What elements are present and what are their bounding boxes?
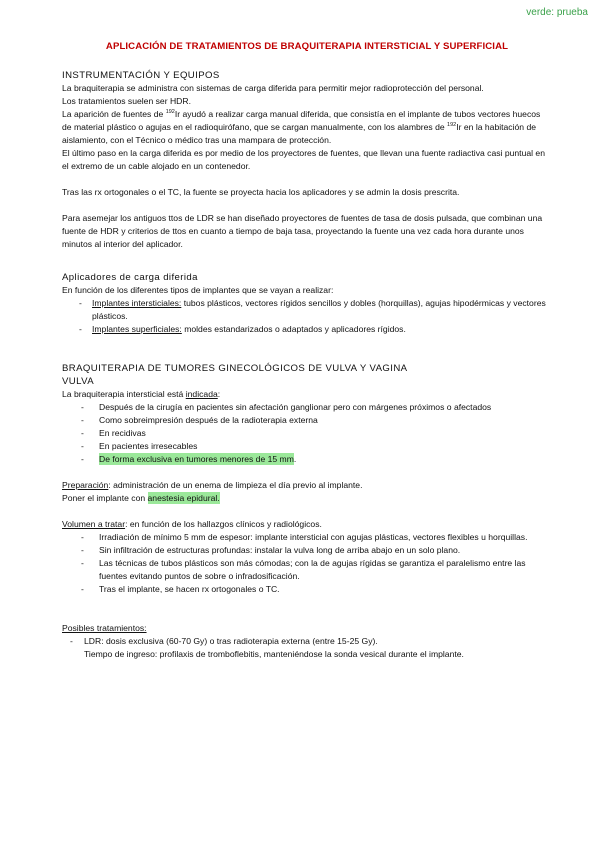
paragraph: Para asemejar los antiguos ttos de LDR se han diseñado proyectores de fuentes de tasa de dosis pulsada, que combinan una fuente de HDR y criterios de ttos en cuanto a tiempo de baja tasa, proyectando la fuente una vez cada hora durante unos minutos al interior del aplicador. <box>62 213 543 249</box>
section-heading-braquiterapia-ginecologica: BRAQUITERAPIA DE TUMORES GINECOLÓGICOS DE VULVA Y VAGINA <box>62 363 408 374</box>
document-page <box>62 40 552 661</box>
posibles-tratamientos-label: Posibles tratamientos: <box>62 623 147 633</box>
highlighted-text: anestesia epidural. <box>147 493 220 503</box>
list-item: - Sin infiltración de estructuras profundas: instalar la vulva long de arriba abajo en un solo plano. <box>62 544 552 557</box>
highlighted-text: De forma exclusiva en tumores menores de 15 mm <box>99 454 294 464</box>
list-item: - En pacientes irresecables <box>62 440 552 453</box>
indicaciones-list <box>62 401 552 466</box>
document-title: APLICACIÓN DE TRATAMIENTOS DE BRAQUITERAPIA INTERSTICIAL Y SUPERFICIAL <box>105 41 509 52</box>
list-item: - En recidivas <box>62 427 552 440</box>
paragraph: Poner el implante con anestesia epidural. <box>62 493 220 503</box>
paragraph: La aparición de fuentes de $^{192}$Ir ayudó a realizar carga manual diferida, que consistía en el implante de tubos vectores huecos de material plástico o agujas en el radioquirófano, que se cargan manualmente, con los alambres de $^{192}$Ir en la habitación de aislamiento, con el Técnico o médico tras una mampara de protección. <box>62 109 541 145</box>
posibles-list <box>62 635 552 648</box>
paragraph: Tiempo de ingreso: profilaxis de tromboflebitis, manteniéndose la sonda vesical durante el implante. <box>84 649 464 659</box>
section-heading-instrumentacion: INSTRUMENTACIÓN Y EQUIPOS <box>62 70 220 81</box>
paragraph: La braquiterapia se administra con sistemas de carga diferida para permitir mejor radioprotección del personal. <box>62 83 484 93</box>
list-item: - De forma exclusiva en tumores menores de 15 mm. <box>62 453 552 466</box>
list-item: - LDR: dosis exclusiva (60-70 Gy) o tras radioterapia externa (entre 15-25 Gy). <box>62 635 552 648</box>
paragraph: La braquiterapia intersticial está indicada: <box>62 389 221 399</box>
list-item: - Tras el implante, se hacen rx ortogonales o TC. <box>62 583 552 596</box>
list-item: - Implantes intersticiales: tubos plásticos, vectores rígidos sencillos y dobles (horquillas), agujas hipodérmicas y vectores plásticos. <box>62 297 552 323</box>
paragraph: Volumen a tratar: en función de los hallazgos clínicos y radiológicos. <box>62 519 322 529</box>
aplicadores-list <box>62 297 552 336</box>
paragraph: Los tratamientos suelen ser HDR. <box>62 96 191 106</box>
list-item: - Implantes superficiales: moldes estandarizados o adaptados y aplicadores rígidos. <box>62 323 552 336</box>
list-item: - Irradiación de mínimo 5 mm de espesor: implante intersticial con agujas plásticas, vectores flexibles u horquillas. <box>62 531 552 544</box>
section-heading-aplicadores: Aplicadores de carga diferida <box>62 272 198 283</box>
watermark: verde: prueba <box>526 7 588 18</box>
list-item: - Como sobreimpresión después de la radioterapia externa <box>62 414 552 427</box>
list-item: - Las técnicas de tubos plásticos son más cómodas; con la de agujas rígidas se garantiza el paralelismo entre las fuentes evitando puntos de sobre o infradosificación. <box>62 557 552 583</box>
paragraph: El último paso en la carga diferida es por medio de los proyectores de fuentes, que llevan una fuente radiactiva casi puntual en el extremo de un cable alojado en un contenedor. <box>62 148 545 171</box>
paragraph: Tras las rx ortogonales o el TC, la fuente se proyecta hacia los aplicadores y se admin la dosis prescrita. <box>62 187 460 197</box>
paragraph: Preparación: administración de un enema de limpieza el día previo al implante. <box>62 480 363 490</box>
volumen-list <box>62 531 552 596</box>
paragraph: En función de los diferentes tipos de implantes que se vayan a realizar: <box>62 285 334 295</box>
list-item: - Después de la cirugía en pacientes sin afectación ganglionar pero con márgenes próximos o afectados <box>62 401 552 414</box>
subheading-vulva: VULVA <box>62 376 95 387</box>
